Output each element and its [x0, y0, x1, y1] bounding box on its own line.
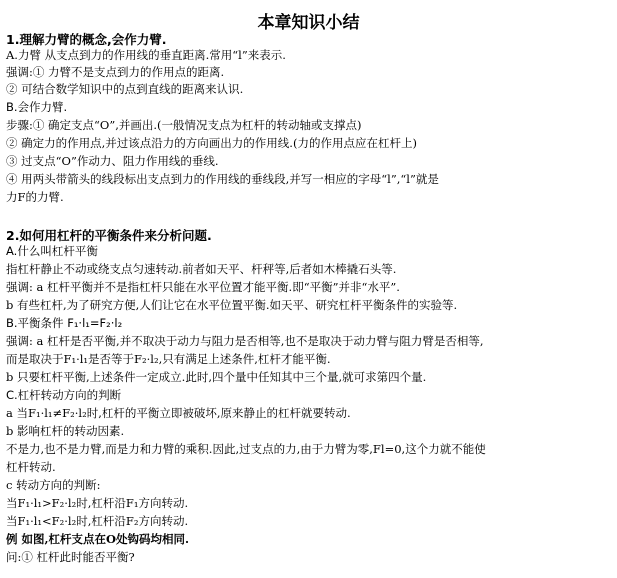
- text-line: ④ 用两头带箭头的线段标出支点到力的作用线的垂线段,并写一相应的字母“l”,“l”就是: [6, 172, 439, 186]
- text-line: 强调: a 杠杆平衡并不是指杠杆只能在水平位置才能平衡.即“平衡”并非“水平”.: [6, 280, 400, 294]
- text-line: 强调: a 杠杆是否平衡,并不取决于动力与阻力是否相等,也不是取决于动力臂与阻力臂是否相等,: [6, 334, 484, 348]
- text-line: 强调:① 力臂不是支点到力的作用点的距离.: [6, 65, 225, 79]
- text-line: 当F₁·l₁>F₂·l₂时,杠杆沿F₁方向转动.: [6, 496, 189, 510]
- text-line: 不是力,也不是力臂,而是力和力臂的乘积.因此,过支点的力,由于力臂为零,Fl=0,这个力就不能使: [6, 442, 486, 456]
- section-2-heading: 2.如何用杠杆的平衡条件来分析问题.: [6, 228, 212, 243]
- page-title: 本章知识小结: [257, 13, 360, 33]
- text-line: b 影响杠杆的转动因素.: [6, 424, 125, 438]
- text-line: ③ 过支点“O”作动力、阻力作用线的垂线.: [6, 154, 219, 168]
- text-line: 当F₁·l₁<F₂·l₂时,杠杆沿F₂方向转动.: [6, 514, 189, 528]
- section-1-heading: 1.理解力臂的概念,会作力臂.: [6, 32, 167, 47]
- text-line: A.力臂 从支点到力的作用线的垂直距离.常用“l”来表示.: [6, 48, 286, 62]
- text-line: b 只要杠杆平衡,上述条件一定成立.此时,四个量中任知其中三个量,就可求第四个量.: [6, 370, 427, 384]
- subsection-heading: B.会作力臂.: [6, 100, 68, 114]
- text-line: 力F的力臂.: [6, 190, 64, 204]
- text-line: a 当F₁·l₁≠F₂·l₂时,杠杆的平衡立即被破坏,原来静止的杠杆就要转动.: [6, 406, 351, 420]
- subsection-heading: C.杠杆转动方向的判断: [6, 388, 122, 402]
- text-line: 指杠杆静止不动或绕支点匀速转动.前者如天平、杆秤等,后者如木棒撬石头等.: [6, 262, 397, 276]
- question-line: 问:① 杠杆此时能否平衡?: [6, 550, 135, 564]
- formula-line: B.平衡条件 F₁·l₁=F₂·l₂: [6, 316, 123, 330]
- text-line: 而是取决于F₁·l₁是否等于F₂·l₂,只有满足上述条件,杠杆才能平衡.: [6, 352, 331, 366]
- text-line: ② 可结合数学知识中的点到直线的距离来认识.: [6, 82, 244, 96]
- subsection-heading: A.什么叫杠杆平衡: [6, 244, 98, 258]
- text-line: b 有些杠杆,为了研究方便,人们让它在水平位置平衡.如天平、研究杠杆平衡条件的实验等.: [6, 298, 458, 312]
- text-line: 杠杆转动.: [6, 460, 56, 474]
- text-line: ② 确定力的作用点,并过该点沿力的方向画出力的作用线.(力的作用点应在杠杆上): [6, 136, 417, 150]
- text-line: 步骤:① 确定支点“O”,并画出.(一般情况支点为杠杆的转动轴或支撑点): [6, 118, 362, 132]
- example-line: 例 如图,杠杆支点在O处钩码均相同.: [6, 532, 190, 546]
- text-line: c 转动方向的判断:: [6, 478, 101, 492]
